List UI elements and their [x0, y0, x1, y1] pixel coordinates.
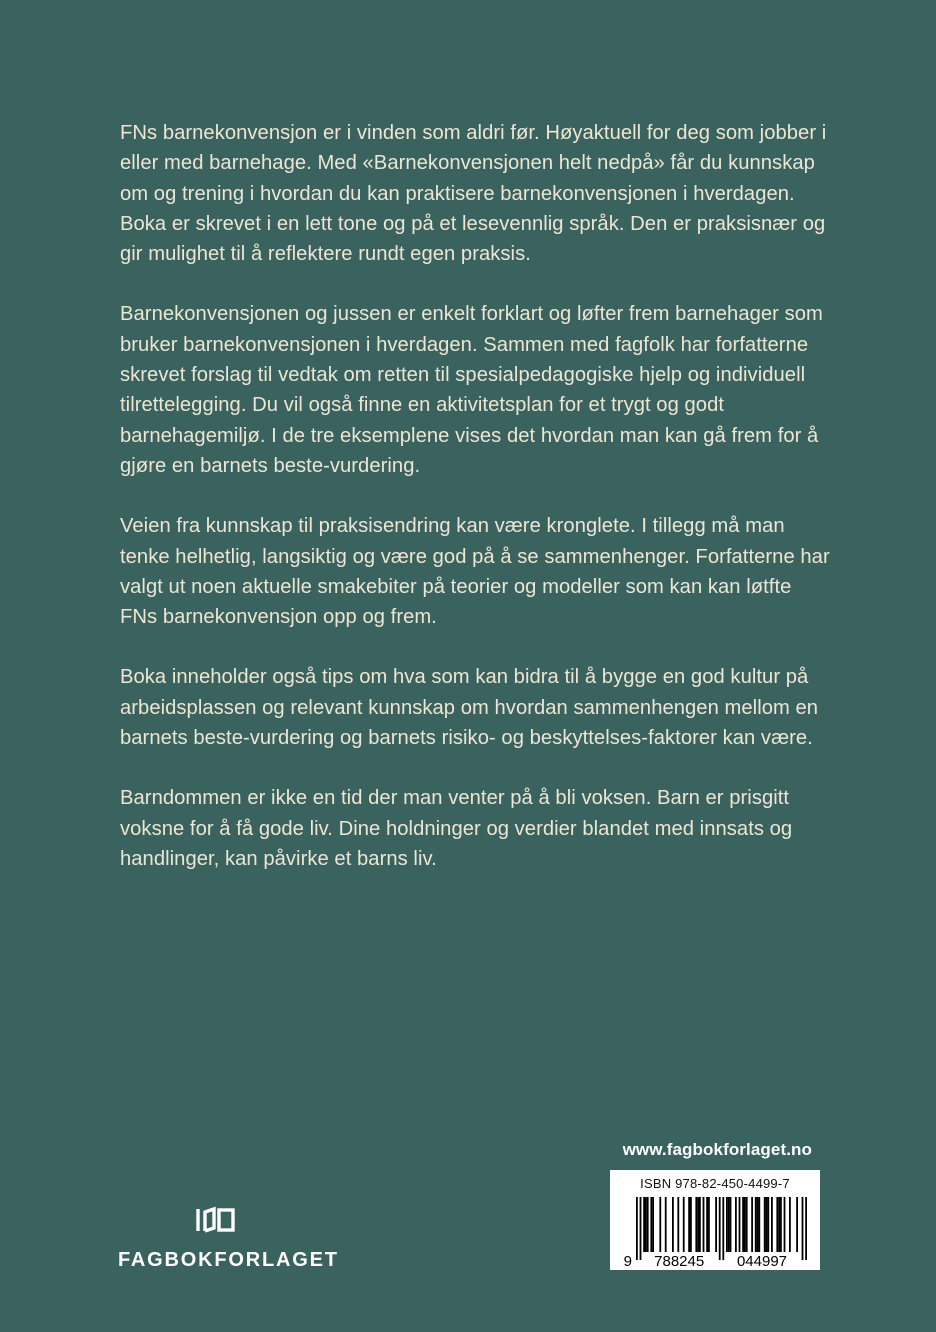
barcode-digits: 044997	[736, 1253, 788, 1270]
barcode-bar	[764, 1197, 766, 1252]
barcode-bar	[728, 1197, 730, 1252]
barcode-bar	[776, 1197, 778, 1252]
barcode-bar	[767, 1197, 769, 1252]
barcode-bar	[730, 1197, 732, 1252]
barcode-bar	[766, 1197, 768, 1252]
barcode-bar	[643, 1197, 645, 1252]
barcode-bar	[708, 1197, 710, 1252]
barcode-bar	[719, 1197, 721, 1260]
barcode-bar	[683, 1197, 685, 1252]
barcode-bar	[789, 1197, 791, 1252]
barcode-bar	[802, 1197, 804, 1260]
blurb-paragraph-5: Barndommen er ikke en tid der man venter på å bli voksen. Barn er prisgitt voksne for å få gode liv. Dine holdninger og verdier blandet med innsats og handlinger, kan påvirke et barns liv.	[120, 787, 793, 870]
blurb-paragraph-4: Boka inneholder også tips om hva som kan bidra til å bygge en god kultur på arbeidsplassen og relevant kunnskap om hvordan sammenhengen mellom en barnets beste-vurdering og barnets risiko- og beskyttelses-faktorer kan være.	[120, 666, 819, 750]
blurb-paragraph-2: Barnekonvensjonen og jussen er enkelt forklart og løfter frem barnehager som bruker barnekonvensjonen i hverdagen. Sammen med fagfolk har forfatterne skrevet forslag til vedtak om retten til spesialpedagogiske hjelp og individuell tilrettelegging. Du vil også finne en aktivitetsplan for et trygt og godt barnehagemiljø. I de tre eksemplene vises det hvordan man kan gå frem for å gjøre en barnets beste-vurdering.	[120, 303, 823, 477]
barcode-bar	[697, 1197, 699, 1252]
barcode-bar	[722, 1197, 724, 1260]
barcode-bar	[706, 1197, 708, 1252]
barcode-bar	[744, 1197, 746, 1252]
barcode-bar	[751, 1197, 753, 1252]
barcode-bar	[650, 1197, 652, 1252]
barcode-bar	[726, 1197, 728, 1252]
barcode-digits: 9	[623, 1253, 632, 1270]
barcode-bar	[784, 1197, 786, 1252]
barcode-bar	[677, 1197, 679, 1252]
barcode-bar	[805, 1197, 807, 1260]
barcode-bar	[695, 1197, 697, 1252]
barcode-bar	[796, 1197, 798, 1252]
barcode-bar	[652, 1197, 654, 1252]
barcode-bar	[640, 1197, 642, 1260]
barcode-bar	[647, 1197, 649, 1252]
book-logo-icon	[194, 1205, 236, 1237]
barcode-bar	[636, 1197, 638, 1260]
barcode-bar	[742, 1197, 744, 1252]
publisher-website: www.fagbokforlaget.no	[622, 1140, 812, 1159]
blurb-paragraph-3: Veien fra kunnskap til praksisendring kan være kronglete. I tillegg må man tenke helhetlig, langsiktig og være god på å se sammenhenger. Forfatterne har valgt ut noen aktuelle smakebiter på teorier og modeller som kan kan løtfte FNs barnekonvensjon opp og frem.	[120, 515, 830, 629]
back-cover-blurb	[120, 118, 830, 904]
barcode-bar	[755, 1197, 757, 1252]
barcode-bar	[690, 1197, 692, 1252]
barcode-bar	[780, 1197, 782, 1252]
barcode-bar	[659, 1197, 661, 1252]
barcode-bar	[771, 1197, 773, 1252]
isbn-label: ISBN 978-82-450-4499-7	[640, 1176, 790, 1191]
isbn-barcode	[610, 1170, 820, 1270]
barcode-bar	[672, 1197, 674, 1252]
barcode-bar	[688, 1197, 690, 1252]
barcode-bar	[746, 1197, 748, 1252]
barcode-bar	[715, 1197, 717, 1252]
barcode-digits: 788245	[654, 1253, 705, 1270]
barcode-bar	[735, 1197, 737, 1252]
barcode-bar	[645, 1197, 647, 1252]
publisher-name: FAGBOKFORLAGET	[118, 1249, 339, 1271]
barcode-bar	[699, 1197, 701, 1252]
barcode-bar	[739, 1197, 741, 1252]
barcode-bar	[665, 1197, 667, 1252]
barcode-bar	[757, 1197, 759, 1252]
barcode-bar	[703, 1197, 705, 1252]
barcode-bar	[778, 1197, 780, 1252]
barcode-bar	[758, 1197, 760, 1252]
blurb-paragraph-1: FNs barnekonvensjon er i vinden som aldri før. Høyaktuell for deg som jobber i eller med barnehage. Med «Barnekonvensjonen helt nedpå» får du kunnskap om og trening i hvordan du kan praktisere barnekonvensjonen i hverdagen. Boka er skrevet i en lett tone og på et lesevennlig språk. Den er praksisnær og gir mulighet til å reflektere rundt egen praksis.	[120, 122, 827, 266]
